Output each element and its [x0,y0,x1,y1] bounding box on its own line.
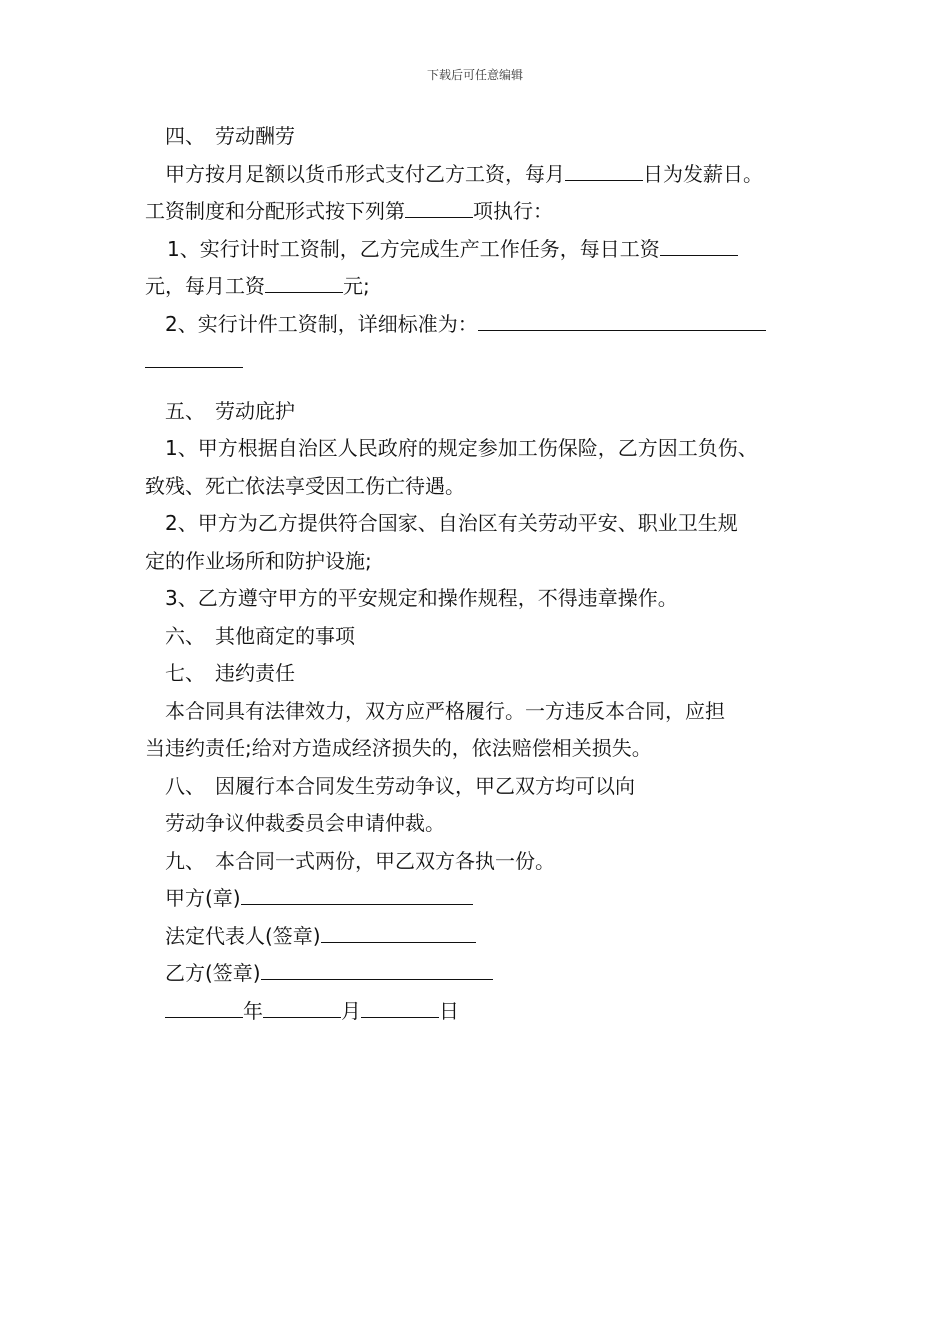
fill-blank[interactable] [405,195,473,218]
text: 工资制度和分配形式按下列第 [145,199,405,223]
signature-label: 甲方(章) [165,886,241,910]
paragraph-line [145,343,825,381]
list-item: 1、甲方根据自治区人民政府的规定参加工伤保险，乙方因工负伤、 [165,436,758,460]
paragraph-line: 定的作业场所和防护设施; [145,548,372,573]
list-item: 3、乙方遵守甲方的平安规定和操作规程，不得违章操作。 [165,586,678,610]
signature-label: 乙方(签章) [165,961,261,985]
fill-blank[interactable] [565,158,643,181]
section-title: 因履行本合同发生劳动争议，甲乙双方均可以向 [215,773,635,798]
section-9-heading [145,843,825,881]
section-title: 劳动庇护 [215,398,295,423]
date-label: 日 [439,998,459,1023]
signature-legal-rep [145,918,825,956]
fill-blank[interactable] [265,270,343,293]
fill-blank[interactable] [145,345,243,368]
section-8-heading [145,768,825,806]
text: 甲方按月足额以货币形式支付乙方工资，每月 [165,161,565,186]
list-item [145,231,825,269]
signature-label: 法定代表人(签章) [165,923,321,948]
paragraph-line: 当违约责任;给对方造成经济损失的，依法赔偿相关损失。 [145,736,652,760]
section-5-heading [145,393,825,431]
text: 项执行： [473,199,553,223]
list-item: 2、甲方为乙方提供符合国家、自治区有关劳动平安、职业卫生规 [165,511,738,535]
paragraph-line [145,156,825,194]
signature-blank[interactable] [261,957,493,980]
date-label: 月 [341,998,361,1023]
section-number: 四、 [165,124,205,148]
header-note: 下载后可任意编辑 [426,68,523,82]
signature-blank[interactable] [241,882,473,905]
section-title: 劳动酬劳 [215,124,295,148]
section-title: 违约责任 [215,661,295,685]
section-title: 本合同一式两份，甲乙双方各执一份。 [215,848,555,873]
section-number: 六、 [165,623,205,648]
section-number: 八、 [165,773,205,798]
section-7-heading [145,655,825,693]
section-number: 五、 [165,398,205,423]
signature-date [145,993,825,1031]
text: 1、实行计时工资制，乙方完成生产工作任务，每日工资 [167,236,660,261]
section-6-heading [145,618,825,656]
text: 元; [343,274,370,298]
month-blank[interactable] [263,995,341,1018]
paragraph-line: 本合同具有法律效力，双方应严格履行。一方违反本合同，应担 [165,698,725,723]
paragraph-line: 致残、死亡依法享受因工伤亡待遇。 [145,473,465,498]
text: 2、实行计件工资制，详细标准为： [165,311,478,336]
paragraph-line [145,193,825,231]
contract-body [145,118,825,1030]
date-label: 年 [243,998,263,1023]
year-blank[interactable] [165,995,243,1018]
text: 元，每月工资 [145,274,265,298]
paragraph-line: 劳动争议仲裁委员会申请仲裁。 [165,811,445,835]
signature-party-b [145,955,825,993]
section-4-heading [145,118,825,156]
section-number: 九、 [165,848,205,873]
fill-blank[interactable] [478,308,766,331]
paragraph-line [145,268,825,306]
signature-party-a [145,880,825,918]
list-item [145,306,825,344]
fill-blank[interactable] [660,233,738,256]
signature-blank[interactable] [321,920,476,943]
text: 日为发薪日。 [643,161,763,186]
section-number: 七、 [165,661,205,685]
section-title: 其他商定的事项 [215,623,355,648]
day-blank[interactable] [361,995,439,1018]
